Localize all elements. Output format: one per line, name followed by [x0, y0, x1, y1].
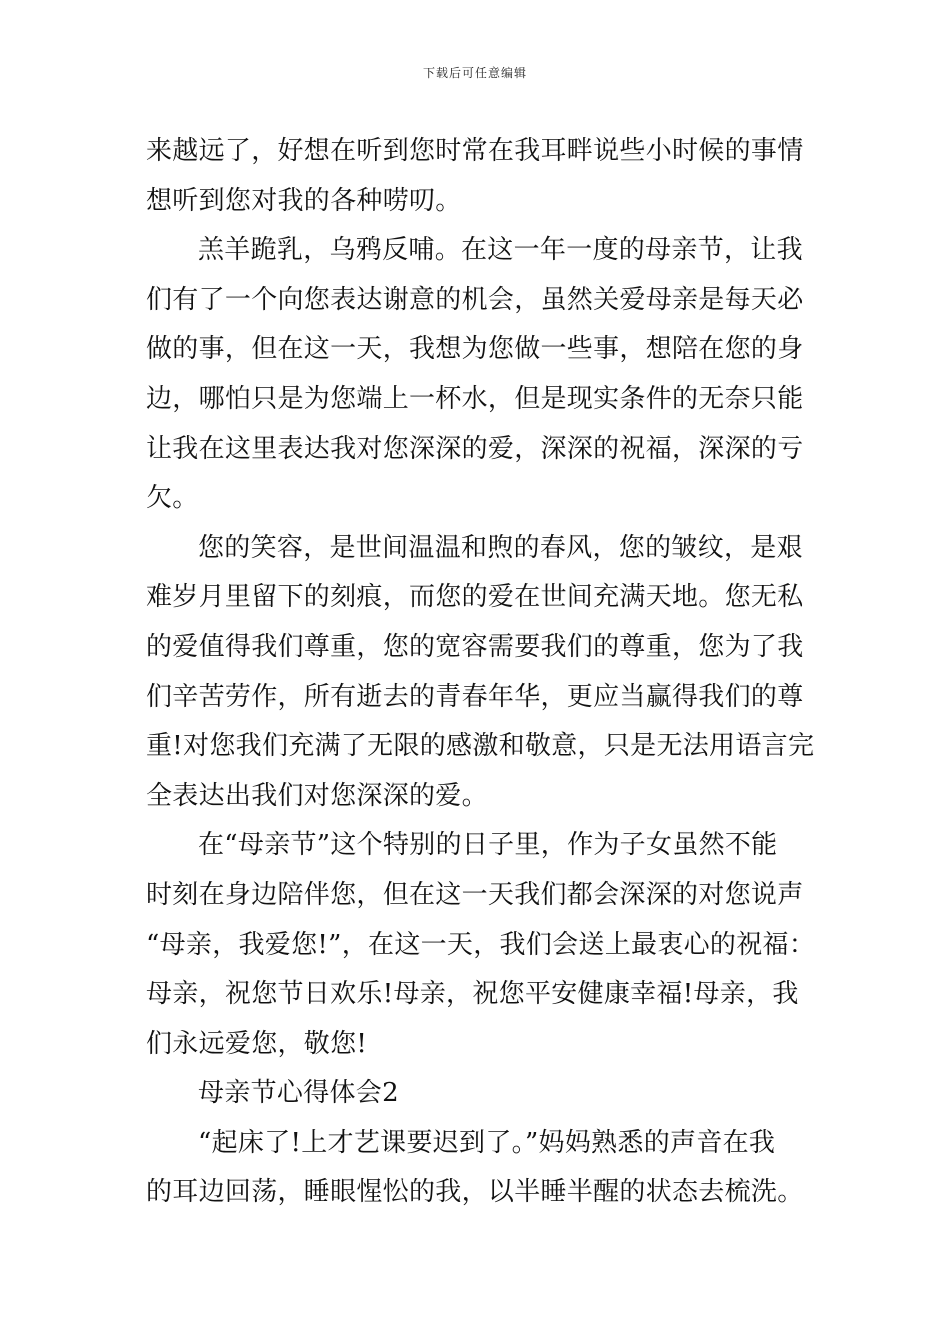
text-line: 们辛苦劳作，所有逝去的青春年华，更应当赢得我们的尊: [146, 681, 804, 712]
text-line: 的耳边回荡，睡眼惺忪的我，以半睡半醒的状态去梳洗。: [146, 1177, 804, 1208]
paragraph-first-line: 您的笑容，是世间温温和煦的春风，您的皱纹，是艰: [198, 532, 803, 563]
text-line: 边，哪怕只是为您端上一杯水，但是现实条件的无奈只能: [146, 383, 804, 414]
paragraph-first-line: “起床了!上才艺课要迟到了。”妈妈熟悉的声音在我: [198, 1127, 776, 1158]
text-line: 母亲，祝您节日欢乐!母亲，祝您平安健康幸福!母亲，我: [146, 979, 799, 1010]
header-note: 下载后可任意编辑: [422, 66, 527, 80]
text-line: 让我在这里表达我对您深深的爱，深深的祝福，深深的亏: [146, 433, 804, 464]
text-line: 的爱值得我们尊重，您的宽容需要我们的尊重，您为了我: [146, 631, 804, 662]
text-line: 想听到您对我的各种唠叨。: [146, 185, 462, 216]
text-line: 来越远了，好想在听到您时常在我耳畔说些小时候的事情: [146, 136, 804, 166]
text-line: “母亲，我爱您!”，在这一天，我们会送上最衷心的祝福：: [146, 929, 816, 960]
text-line: 时刻在身边陪伴您，但在这一天我们都会深深的对您说声: [146, 879, 804, 910]
text-line: 做的事，但在这一天，我想为您做一些事，想陪在您的身: [146, 334, 804, 365]
text-line: 们永远爱您，敬您!: [146, 1028, 368, 1059]
paragraph-first-line: 羔羊跪乳，乌鸦反哺。在这一年一度的母亲节，让我: [198, 235, 803, 266]
text-line: 全表达出我们对您深深的爱。: [146, 780, 488, 811]
section-heading: 母亲节心得体会2: [198, 1078, 399, 1109]
document-body: [146, 127, 814, 1218]
text-line: 难岁月里留下的刻痕，而您的爱在世间充满天地。您无私: [146, 582, 804, 613]
text-line: 重!对您我们充满了无限的感激和敬意，只是无法用语言完: [146, 731, 815, 762]
text-line: 们有了一个向您表达谢意的机会，虽然关爱母亲是每天必: [146, 284, 804, 315]
text-line: 欠。: [146, 483, 199, 514]
paragraph-first-line: 在“母亲节”这个特别的日子里，作为子女虽然不能: [198, 830, 778, 861]
